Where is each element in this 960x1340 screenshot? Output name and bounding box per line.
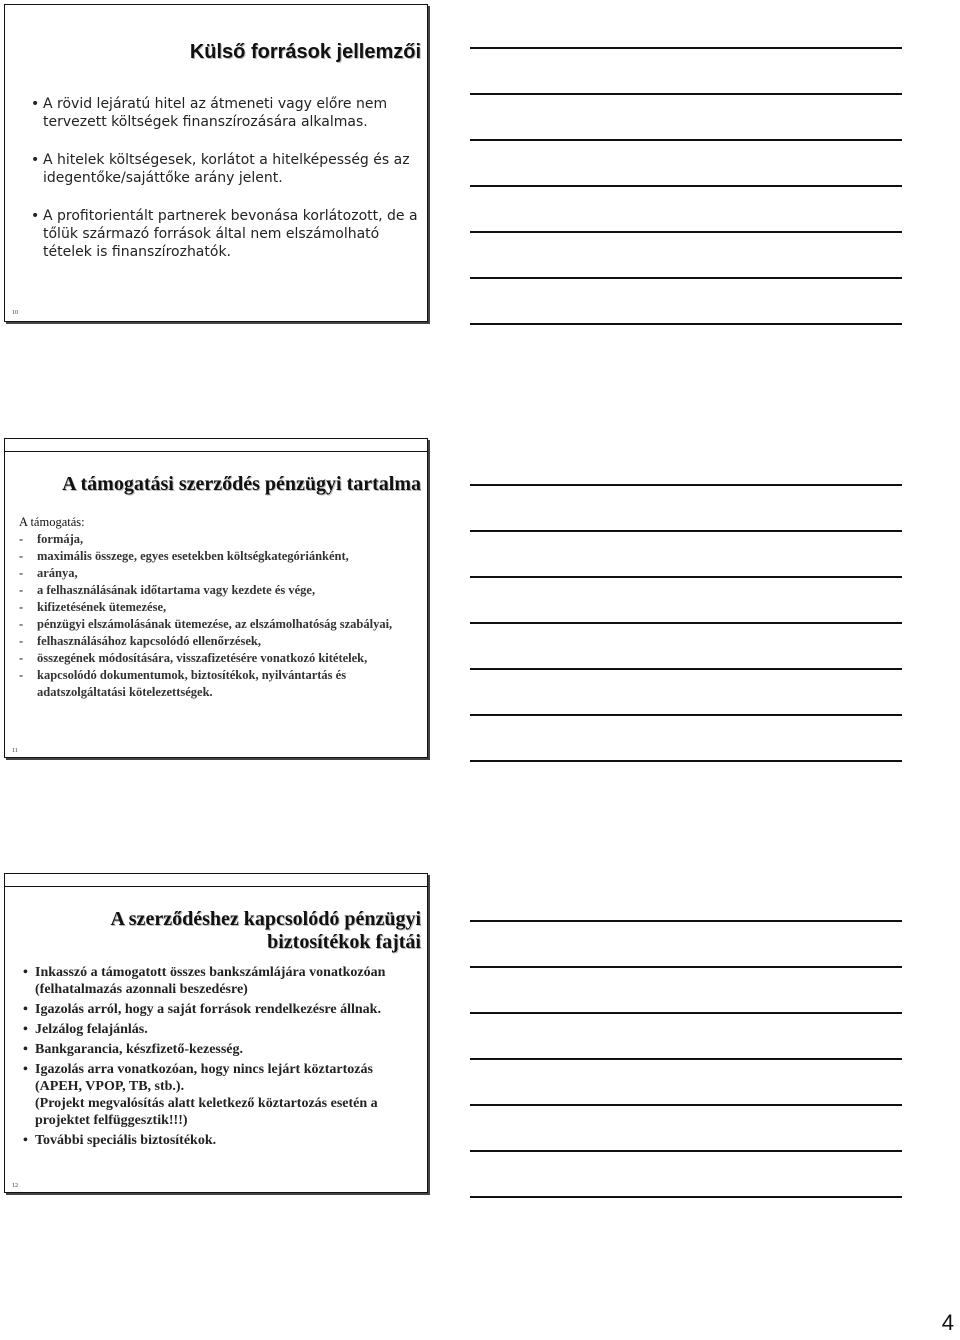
notes-line	[470, 139, 902, 185]
bullet-list	[23, 964, 419, 1152]
notes-line	[470, 530, 902, 576]
page-number: 4	[941, 1310, 954, 1335]
list-item: • Bankgarancia, készfizető-kezesség.	[23, 1041, 419, 1058]
notes-line	[470, 760, 902, 806]
list-item: - aránya,	[19, 566, 78, 580]
slide-11	[4, 438, 428, 758]
list-item: - a felhasználásának időtartama vagy kezdete és vége,	[19, 583, 316, 597]
list-item: • Igazolás arra vonatkozóan, hogy nincs lejárt köztartozás (APEH, VPOP, TB, stb.).	[23, 1061, 419, 1095]
notes-line	[470, 93, 902, 139]
section-intro: A támogatás:	[19, 515, 85, 529]
slide-body	[19, 513, 419, 701]
list-item: - kifizetésének ütemezése,	[19, 600, 167, 614]
slide-header-bar	[5, 874, 427, 887]
list-item: • További speciális biztosítékok.	[23, 1132, 419, 1149]
slide-number: 11	[12, 748, 18, 754]
slide-12	[4, 873, 428, 1193]
notes-line	[470, 576, 902, 622]
list-item: • A hitelek költségesek, korlátot a hitelképesség és az idegentőke/sajáttőke arány jelent.	[31, 151, 419, 187]
notes-line	[470, 622, 902, 668]
notes-lines	[470, 920, 902, 1242]
list-item: • Igazolás arról, hogy a saját források rendelkezésre állnak.	[23, 1001, 419, 1018]
bullet-list	[31, 95, 419, 281]
slide-title: A támogatási szerződés pénzügyi tartalma	[62, 473, 421, 495]
list-item: - összegének módosítására, visszafizetésére vonatkozó kitételek,	[19, 651, 368, 665]
slide-title-line: A szerződéshez kapcsolódó pénzügyi	[110, 908, 421, 930]
notes-line	[470, 231, 902, 277]
slide-title-line: biztosítékok fajtái	[267, 931, 421, 953]
notes-line	[470, 920, 902, 966]
slide-title: Külső források jellemzői	[189, 41, 421, 63]
notes-line	[470, 1012, 902, 1058]
notes-line	[470, 668, 902, 714]
notes-line	[470, 966, 902, 1012]
notes-line	[470, 484, 902, 530]
list-item: • A rövid lejáratú hitel az átmeneti vagy előre nem tervezett költségek finanszírozására alkalmas.	[31, 95, 419, 131]
notes-line	[470, 185, 902, 231]
slide-number: 12	[12, 1183, 18, 1189]
list-item: • Jelzálog felajánlás.	[23, 1021, 419, 1038]
slide-number: 10	[12, 310, 18, 316]
notes-line	[470, 1150, 902, 1196]
notes-line	[470, 1058, 902, 1104]
slide-title	[110, 908, 421, 954]
list-item: (Projekt megvalósítás alatt keletkező köztartozás esetén a projektet felfüggesztik!!!)	[35, 1096, 378, 1128]
notes-lines	[470, 47, 902, 369]
list-item: • Inkasszó a támogatott összes bankszámlájára vonatkozóan (felhatalmazás azonnali beszedésre)	[23, 964, 419, 998]
list-item: - formája,	[19, 532, 84, 546]
list-item: - maximális összege, egyes esetekben költségkategóriánként,	[19, 549, 349, 563]
list-item: • A profitorientált partnerek bevonása korlátozott, de a tőlük származó források által nem elszámolható tételek is finanszírozhatók.	[31, 207, 419, 261]
notes-line	[470, 1104, 902, 1150]
list-item: - felhasználásához kapcsolódó ellenőrzések,	[19, 634, 261, 648]
notes-line	[470, 323, 902, 369]
list-item: - pénzügyi elszámolásának ütemezése, az elszámolhatóság szabályai,	[19, 617, 393, 631]
slide-header-bar	[5, 439, 427, 452]
notes-line	[470, 277, 902, 323]
notes-line	[470, 47, 902, 93]
slide-10	[4, 4, 428, 322]
notes-line	[470, 714, 902, 760]
notes-line	[470, 1196, 902, 1242]
list-item: - kapcsolódó dokumentumok, biztosítékok, nyilvántartás és adatszolgáltatási kötelezettségek.	[19, 668, 347, 699]
notes-lines	[470, 484, 902, 806]
